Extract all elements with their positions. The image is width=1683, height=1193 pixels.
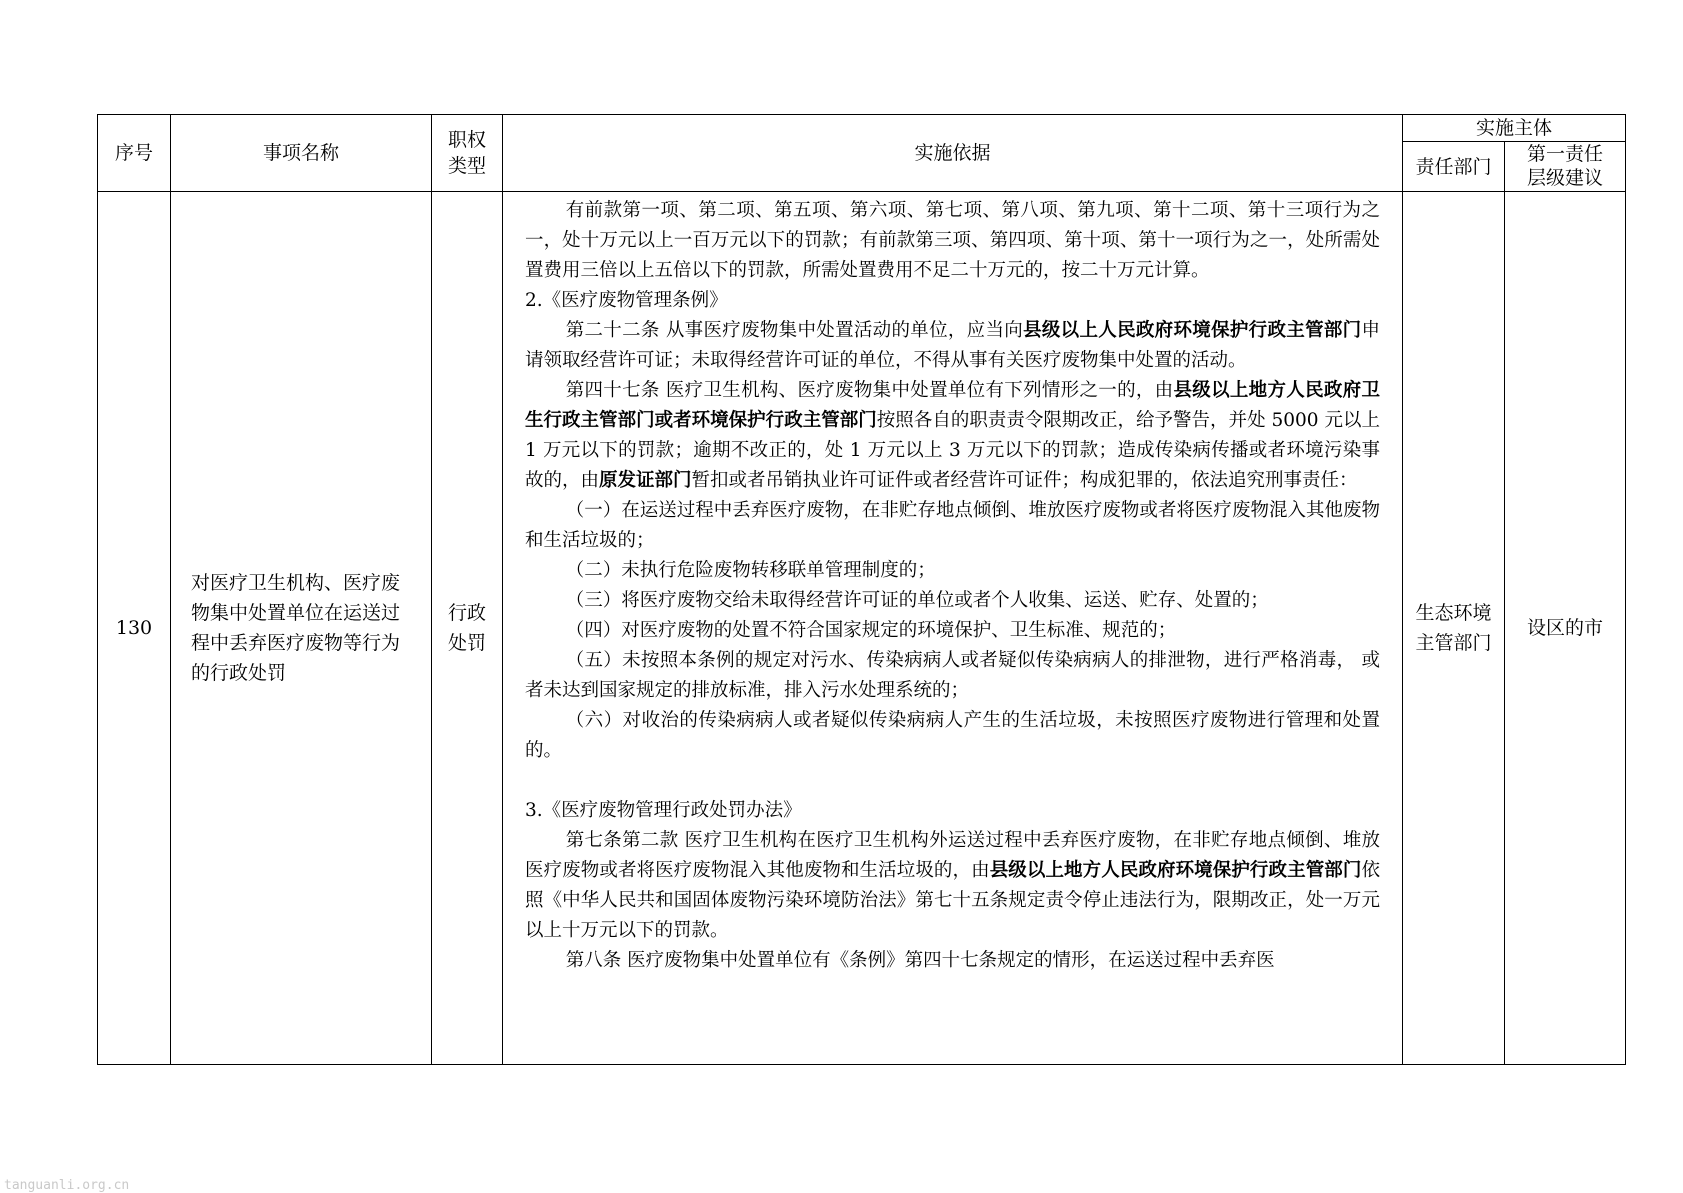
basis-p2: 2.《医疗废物管理条例》 xyxy=(525,290,728,311)
row-type xyxy=(432,192,503,1065)
basis-p6-a: 第七条第二款 医疗卫生机构在医疗卫生机构外运送过程中丢弃医疗废物，在非贮存地点倾倒、堆放医疗废物或者将医疗废物混入其他废物和生活垃圾的，由 xyxy=(525,830,1380,881)
row-dept-text: 生态环境主管部门 xyxy=(1415,602,1492,654)
row-basis xyxy=(503,192,1403,1065)
basis-p4-a: 第四十七条 医疗卫生机构、医疗废物集中处置单位有下列情形之一的，由 xyxy=(565,380,1174,401)
header-basis: 实施依据 xyxy=(503,115,1403,192)
header-name: 事项名称 xyxy=(171,115,432,192)
basis-p6 xyxy=(525,826,1380,946)
basis-p3-c: 申请领取经营许可证；未取得经营许可证的单位，不得从事有关医疗废物集中处置的活动。 xyxy=(525,320,1380,371)
basis-p5: 3.《医疗废物管理行政处罚办法》 xyxy=(525,800,802,821)
basis-item-2: （二）未执行危险废物转移联单管理制度的； xyxy=(565,560,936,581)
basis-p4-bold: 县级以上地方人民政府卫生行政主管部门或者环境保护行政主管部门 xyxy=(525,380,1380,431)
basis-item-3: （三）将医疗废物交给未取得经营许可证的单位或者个人收集、运送、贮存、处置的； xyxy=(565,590,1269,611)
header-type xyxy=(432,115,503,192)
row-no: 130 xyxy=(98,192,171,1065)
basis-p7: 第八条 医疗废物集中处置单位有《条例》第四十七条规定的情形，在运送过程中丢弃医 xyxy=(565,950,1275,971)
header-level xyxy=(1505,142,1626,192)
row-name: 对医疗卫生机构、医疗废物集中处置单位在运送过程中丢弃医疗废物等行为的行政处罚 xyxy=(171,192,432,1065)
basis-p6-c: 依照《中华人民共和国固体废物污染环境防治法》第七十五条规定责令停止违法行为，限期改正，处一万元以上十万元以下的罚款。 xyxy=(525,860,1380,941)
basis-p1: 有前款第一项、第二项、第五项、第六项、第七项、第八项、第九项、第十二项、第十三项行为之一，处十万元以上一百万元以下的罚款；有前款第三项、第四项、第十项、第十一项行为之一，处所需处置费用三倍以上五倍以下的罚款，所需处置费用不足二十万元的，按二十万元计算。 xyxy=(525,200,1380,281)
header-type-text: 职权类型 xyxy=(447,129,486,177)
basis-p4-c: 按照各自的职责责令限期改正，给予警告，并处 5000 元以上 1 万元以下的罚款；逾期不改正的，处 1 万元以上 3 万元以下的罚款；造成传染病传播或者环境污染事故的，由 xyxy=(525,410,1380,491)
header-level-text: 第一责任层级建议 xyxy=(1527,143,1604,189)
header-no: 序号 xyxy=(98,115,171,192)
basis-text xyxy=(525,196,1380,1060)
basis-p6-bold: 县级以上地方人民政府环境保护行政主管部门 xyxy=(989,860,1362,881)
header-subject-group: 实施主体 xyxy=(1403,115,1626,142)
watermark: tanguanli.org.cn xyxy=(4,1178,130,1193)
basis-p4 xyxy=(525,376,1380,496)
row-level: 设区的市 xyxy=(1505,192,1626,1065)
basis-item-5: （五）未按照本条例的规定对污水、传染病病人或者疑似传染病病人的排泄物，进行严格消毒， 或者未达到国家规定的排放标准，排入污水处理系统的； xyxy=(525,650,1380,701)
basis-p3 xyxy=(525,316,1380,376)
header-dept: 责任部门 xyxy=(1403,142,1505,192)
blank-line xyxy=(525,766,1380,796)
row-type-text: 行政处罚 xyxy=(447,602,486,654)
basis-item-4: （四）对医疗废物的处置不符合国家规定的环境保护、卫生标准、规范的； xyxy=(565,620,1177,641)
basis-item-6: （六）对收治的传染病病人或者疑似传染病病人产生的生活垃圾，未按照医疗废物进行管理和处置的。 xyxy=(525,710,1380,761)
basis-p3-bold: 县级以上人民政府环境保护行政主管部门 xyxy=(1023,320,1362,341)
basis-p4-bold-2: 原发证部门 xyxy=(599,470,692,491)
authority-table xyxy=(97,114,1626,1065)
basis-p4-e: 暂扣或者吊销执业许可证件或者经营许可证件；构成犯罪的，依法追究刑事责任： xyxy=(691,470,1358,491)
basis-item-1: （一）在运送过程中丢弃医疗废物，在非贮存地点倾倒、堆放医疗废物或者将医疗废物混入其他废物和生活垃圾的； xyxy=(525,500,1380,551)
table-row xyxy=(98,192,1626,1065)
basis-p3-a: 第二十二条 从事医疗废物集中处置活动的单位，应当向 xyxy=(565,320,1024,341)
row-dept xyxy=(1403,192,1505,1065)
